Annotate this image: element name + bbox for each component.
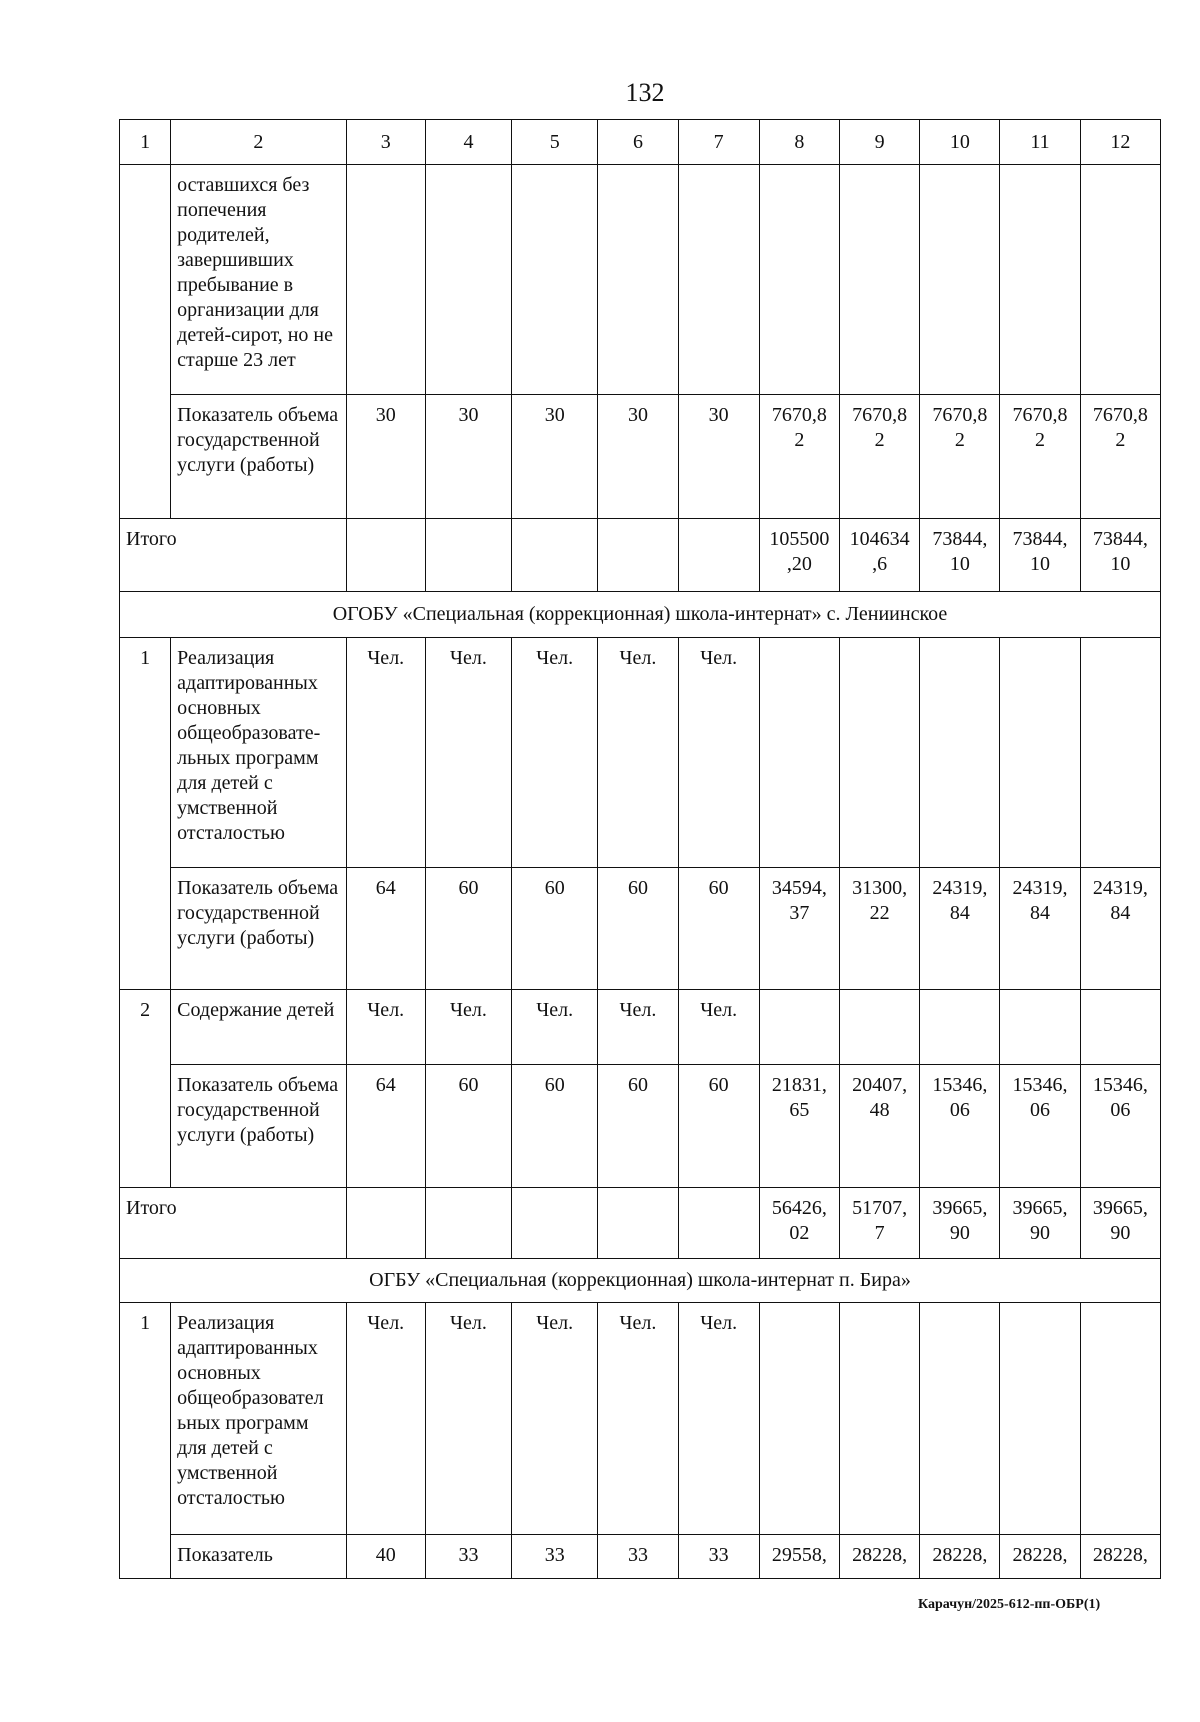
unit-cell: Чел. <box>678 638 759 868</box>
value-cell: 64 <box>346 1065 425 1188</box>
empty-cell <box>346 1188 425 1259</box>
empty-cell <box>839 638 919 868</box>
unit-cell: Чел. <box>598 1303 678 1535</box>
value-cell: 24319, 84 <box>920 868 1000 990</box>
value-cell: 33 <box>425 1535 511 1579</box>
empty-cell <box>759 990 839 1065</box>
empty-cell <box>425 519 511 592</box>
value-cell: 15346, 06 <box>920 1065 1000 1188</box>
value-cell: 64 <box>346 868 425 990</box>
section-row <box>120 592 1161 638</box>
row-number-cell <box>120 165 171 395</box>
total-value: 39665, 90 <box>920 1188 1000 1259</box>
value-cell: 24319, 84 <box>1080 868 1160 990</box>
unit-cell: Чел. <box>425 990 511 1065</box>
empty-cell <box>598 165 678 395</box>
total-value: 73844, 10 <box>1000 519 1080 592</box>
value-cell: 30 <box>598 395 678 519</box>
empty-cell <box>1000 165 1080 395</box>
total-value: 105500 ,20 <box>759 519 839 592</box>
value-cell: 30 <box>678 395 759 519</box>
header-cell: 10 <box>920 120 1000 165</box>
empty-cell <box>678 1188 759 1259</box>
total-value: 39665, 90 <box>1080 1188 1160 1259</box>
budget-table <box>119 119 1161 1579</box>
value-cell: 7670,8 2 <box>1080 395 1160 519</box>
unit-cell: Чел. <box>425 638 511 868</box>
row-label: Реализация адаптированных основных общеобразовател ьных программ для детей с умственной отсталостью <box>171 1303 347 1535</box>
total-value: 73844, 10 <box>920 519 1000 592</box>
value-cell: 7670,8 2 <box>920 395 1000 519</box>
value-cell: 60 <box>512 868 598 990</box>
table-row <box>120 1303 1161 1535</box>
empty-cell <box>759 165 839 395</box>
unit-cell: Чел. <box>512 990 598 1065</box>
empty-cell <box>512 165 598 395</box>
empty-cell <box>759 638 839 868</box>
empty-cell <box>839 165 919 395</box>
row-label: Реализация адаптированных основных общеобразовате-льных программ для детей с умственной отсталостью <box>171 638 347 868</box>
value-cell: 40 <box>346 1535 425 1579</box>
empty-cell <box>839 990 919 1065</box>
value-cell: 15346, 06 <box>1080 1065 1160 1188</box>
total-value: 56426, 02 <box>759 1188 839 1259</box>
row-number-cell: 2 <box>120 990 171 1065</box>
empty-cell <box>512 519 598 592</box>
empty-cell <box>920 990 1000 1065</box>
table-row <box>120 1535 1161 1579</box>
total-label: Итого <box>120 1188 347 1259</box>
value-cell: 30 <box>346 395 425 519</box>
value-cell: 7670,8 2 <box>1000 395 1080 519</box>
table-row <box>120 638 1161 868</box>
header-cell: 1 <box>120 120 171 165</box>
row-number-cell <box>120 868 171 990</box>
value-cell: 60 <box>425 1065 511 1188</box>
value-cell: 31300, 22 <box>839 868 919 990</box>
table-row <box>120 868 1161 990</box>
header-cell: 5 <box>512 120 598 165</box>
value-cell: 28228, <box>920 1535 1000 1579</box>
row-number-cell <box>120 1535 171 1579</box>
empty-cell <box>920 165 1000 395</box>
value-cell: 60 <box>678 1065 759 1188</box>
empty-cell <box>678 519 759 592</box>
header-cell: 6 <box>598 120 678 165</box>
header-cell: 9 <box>839 120 919 165</box>
table-row <box>120 395 1161 519</box>
total-row <box>120 519 1161 592</box>
row-number-cell: 1 <box>120 638 171 868</box>
empty-cell <box>1000 1303 1080 1535</box>
header-cell: 12 <box>1080 120 1160 165</box>
empty-cell <box>425 1188 511 1259</box>
value-cell: 28228, <box>1080 1535 1160 1579</box>
section-title: ОГОБУ «Специальная (коррекционная) школа-интернат» с. Лениинское <box>120 592 1161 638</box>
empty-cell <box>759 1303 839 1535</box>
value-cell: 7670,8 2 <box>759 395 839 519</box>
empty-cell <box>920 1303 1000 1535</box>
value-cell: 34594, 37 <box>759 868 839 990</box>
total-label: Итого <box>120 519 347 592</box>
value-cell: 60 <box>598 1065 678 1188</box>
value-cell: 60 <box>425 868 511 990</box>
value-cell: 15346, 06 <box>1000 1065 1080 1188</box>
row-label: Показатель объема государственной услуги (работы) <box>171 395 347 519</box>
row-number-cell <box>120 1065 171 1188</box>
total-value: 51707, 7 <box>839 1188 919 1259</box>
empty-cell <box>512 1188 598 1259</box>
unit-cell: Чел. <box>598 638 678 868</box>
total-value: 73844, 10 <box>1080 519 1160 592</box>
empty-cell <box>425 165 511 395</box>
empty-cell <box>1000 638 1080 868</box>
unit-cell: Чел. <box>346 638 425 868</box>
value-cell: 60 <box>598 868 678 990</box>
header-row <box>120 120 1161 165</box>
empty-cell <box>598 1188 678 1259</box>
unit-cell: Чел. <box>346 1303 425 1535</box>
table-row <box>120 1065 1161 1188</box>
unit-cell: Чел. <box>425 1303 511 1535</box>
empty-cell <box>1080 990 1160 1065</box>
empty-cell <box>598 519 678 592</box>
value-cell: 7670,8 2 <box>839 395 919 519</box>
page-number: 132 <box>625 78 665 107</box>
row-label: оставшихся без попечения родителей, завершивших пребывание в организации для детей-сирот, но не старше 23 лет <box>171 165 347 395</box>
row-number-cell <box>120 395 171 519</box>
value-cell: 60 <box>678 868 759 990</box>
unit-cell: Чел. <box>678 990 759 1065</box>
empty-cell <box>1000 990 1080 1065</box>
empty-cell <box>839 1303 919 1535</box>
unit-cell: Чел. <box>512 638 598 868</box>
value-cell: 33 <box>598 1535 678 1579</box>
empty-cell <box>346 165 425 395</box>
value-cell: 30 <box>512 395 598 519</box>
total-value: 39665, 90 <box>1000 1188 1080 1259</box>
empty-cell <box>678 165 759 395</box>
value-cell: 28228, <box>839 1535 919 1579</box>
row-label: Содержание детей <box>171 990 347 1065</box>
header-cell: 11 <box>1000 120 1080 165</box>
total-value: 104634 ,6 <box>839 519 919 592</box>
document-code: Карачун/2025-612-пп-ОБР(1) <box>918 1597 1101 1612</box>
header-cell: 2 <box>171 120 347 165</box>
unit-cell: Чел. <box>512 1303 598 1535</box>
row-label: Показатель <box>171 1535 347 1579</box>
unit-cell: Чел. <box>598 990 678 1065</box>
row-label: Показатель объема государственной услуги (работы) <box>171 1065 347 1188</box>
value-cell: 33 <box>678 1535 759 1579</box>
unit-cell: Чел. <box>678 1303 759 1535</box>
empty-cell <box>1080 638 1160 868</box>
value-cell: 30 <box>425 395 511 519</box>
value-cell: 24319, 84 <box>1000 868 1080 990</box>
value-cell: 21831, 65 <box>759 1065 839 1188</box>
empty-cell <box>346 519 425 592</box>
empty-cell <box>1080 1303 1160 1535</box>
value-cell: 60 <box>512 1065 598 1188</box>
header-cell: 3 <box>346 120 425 165</box>
section-title: ОГБУ «Специальная (коррекционная) школа-интернат п. Бира» <box>120 1259 1161 1303</box>
row-label: Показатель объема государственной услуги (работы) <box>171 868 347 990</box>
table-row <box>120 990 1161 1065</box>
header-cell: 7 <box>678 120 759 165</box>
empty-cell <box>920 638 1000 868</box>
unit-cell: Чел. <box>346 990 425 1065</box>
table-row <box>120 165 1161 395</box>
empty-cell <box>1080 165 1160 395</box>
value-cell: 29558, <box>759 1535 839 1579</box>
value-cell: 20407, 48 <box>839 1065 919 1188</box>
row-number-cell: 1 <box>120 1303 171 1535</box>
header-cell: 8 <box>759 120 839 165</box>
total-row <box>120 1188 1161 1259</box>
value-cell: 33 <box>512 1535 598 1579</box>
section-row <box>120 1259 1161 1303</box>
value-cell: 28228, <box>1000 1535 1080 1579</box>
header-cell: 4 <box>425 120 511 165</box>
